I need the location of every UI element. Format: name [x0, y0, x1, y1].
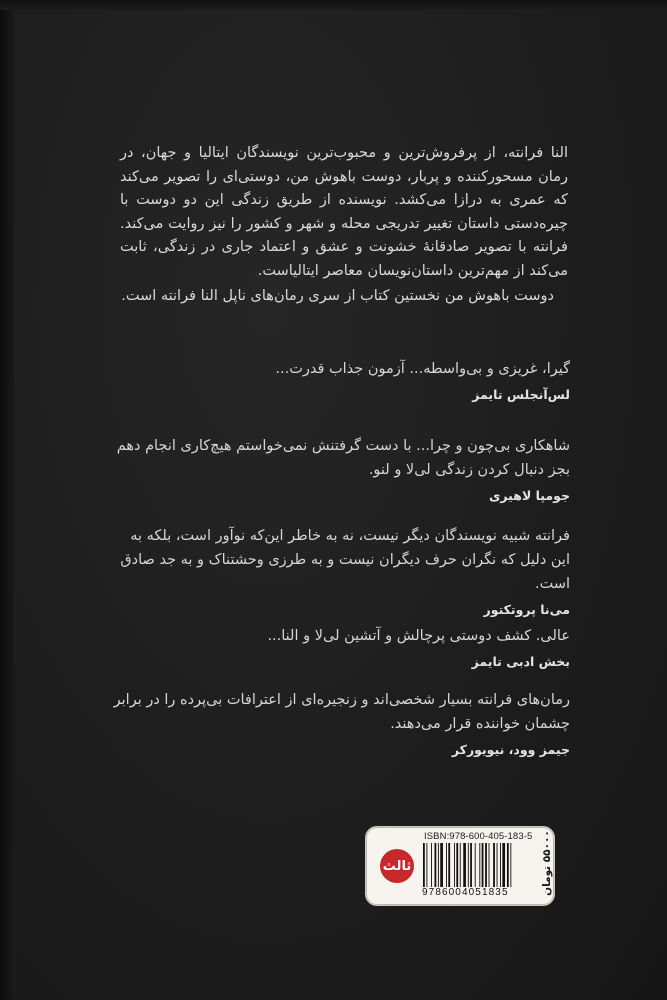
barcode-sticker	[365, 826, 555, 906]
review-source: می‌نا پروتکتور	[483, 602, 570, 617]
review-quote: رمان‌های فرانته بسیار شخصی‌اند و زنجیره‌ای از اعترافات بی‌پرده را در برابر چشمان خواننده قرار می‌دهند.	[113, 692, 570, 732]
barcode-bar	[500, 843, 501, 887]
review-source: بخش ادبی تایمز	[471, 654, 570, 669]
synopsis	[120, 142, 568, 309]
barcode-icon	[422, 843, 542, 887]
barcode-bar	[470, 843, 472, 887]
synopsis-paragraph: النا فرانته، از پرفروش‌ترین و محبوب‌ترین نویسندگان ایتالیا و جهان، در رمان مسحورکننده و پربار، دوست باهوش من، دوستی‌ای را تصویر می‌کند که عمری به درازا می‌کشد. نویسنده از طریق زندگی این دو دوست با چیره‌دستی داستان تغییر تدریجی محله و شهر و کشور را نیز روایت می‌کند. فرانته با تصویر صادقانهٔ خشونت و عشق و اعتماد جاری در زندگی، ثابت می‌کند از مهم‌ترین داستان‌نویسان معاصر ایتالیاست.	[120, 145, 568, 279]
barcode-bar	[468, 843, 469, 887]
barcode-bar	[510, 843, 511, 887]
barcode-bar	[426, 843, 427, 887]
price-label: ۵۵۰۰۰ تومان	[541, 830, 553, 896]
review	[110, 357, 570, 402]
review-quote: شاهکاری بی‌چون و چرا... با دست گرفتنش نمی‌خواستم هیچ‌کاری انجام دهم بجز دنبال کردن زندگی لی‌لا و لنو.	[116, 438, 570, 478]
barcode-bar	[456, 843, 458, 887]
review-source: لس‌آنجلس تایمز	[472, 387, 570, 402]
review-source: جومپا لاهیری	[488, 488, 570, 503]
barcode-bar	[475, 843, 476, 887]
barcode-bar	[485, 843, 487, 887]
barcode-bar	[448, 843, 450, 887]
barcode-bar	[479, 843, 480, 887]
barcode-bar	[460, 843, 461, 887]
publisher-logo-text: ثالث	[382, 858, 412, 874]
review	[110, 624, 570, 669]
cover-top-edge	[0, 0, 667, 10]
barcode-bar	[423, 843, 425, 887]
barcode-bar	[431, 843, 432, 887]
review	[110, 524, 570, 617]
barcode-bar	[489, 843, 490, 887]
barcode-bar	[438, 843, 439, 887]
synopsis-series-note: دوست باهوش من نخستین کتاب از سری رمان‌های ناپل النا فرانته است.	[121, 288, 554, 304]
barcode-bar	[454, 843, 455, 887]
barcode-bar	[502, 843, 505, 887]
publisher-logo	[380, 849, 414, 883]
isbn-label: ISBN:978-600-405-183-5	[424, 831, 533, 842]
barcode-bar	[463, 843, 466, 887]
review-quote: فرانته شبیه نویسندگان دیگر نیست، نه به خاطر این‌که نوآور است، بلکه به این دلیل که نگران حرف دیگران نیست و به طرزی وحشتناک و به جد صادق است.	[120, 528, 570, 592]
barcode-digits: 9786004051835	[422, 887, 509, 898]
barcode-bar	[482, 843, 484, 887]
review	[110, 688, 570, 757]
barcode-bar	[493, 843, 495, 887]
cover-left-edge	[0, 0, 14, 1000]
barcode-bar	[440, 843, 443, 887]
barcode-bar	[446, 843, 447, 887]
barcode-bar	[497, 843, 498, 887]
barcode-bar	[435, 843, 437, 887]
barcode-bar	[507, 843, 509, 887]
review-source: جیمز وود، نیویورکر	[451, 742, 570, 757]
review	[110, 434, 570, 503]
review-quote: گیرا، غریزی و بی‌واسطه... آزمون جذاب قدرت...	[275, 361, 570, 377]
review-quote: عالی. کشف دوستی پرچالش و آتشین لی‌لا و النا...	[267, 628, 570, 644]
